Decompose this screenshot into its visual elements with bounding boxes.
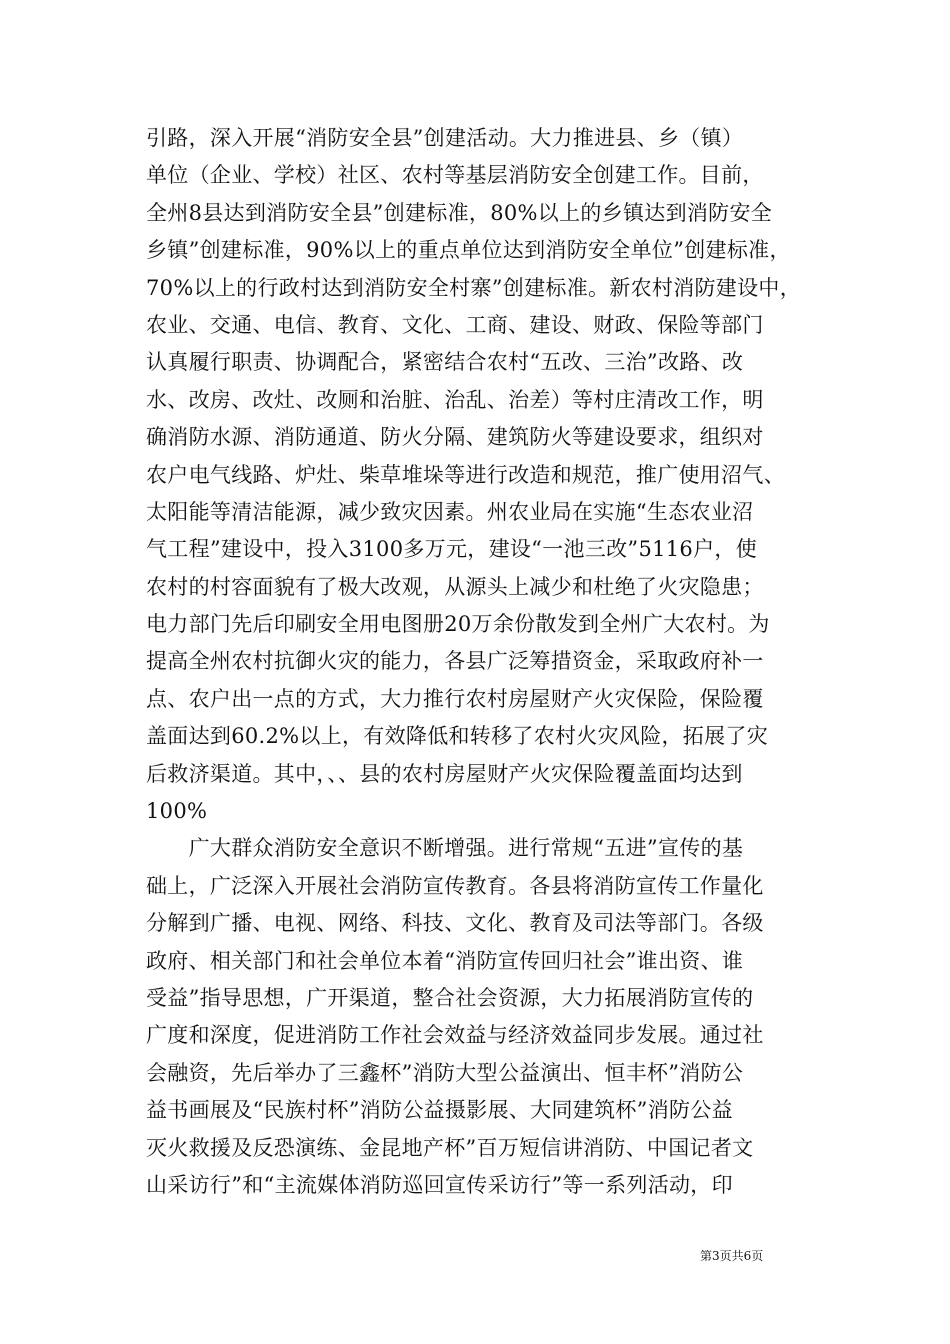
- text-line: 农业、交通、电信、教育、文化、工商、建设、财政、保险等部门: [146, 312, 764, 337]
- text-line: 灭火救援及反恐演练、金昆地产杯”百万短信讲消防、中国记者文: [146, 1135, 754, 1160]
- text-line: 山采访行”和“主流媒体消防巡回宣传采访行”等一系列活动，印: [146, 1172, 733, 1197]
- paragraph: [146, 830, 816, 1204]
- text-line: 农户电气线路、炉灶、柴草堆垛等进行改造和规范，推广使用沼气、: [146, 462, 785, 487]
- text-line: 政府、相关部门和社会单位本着“消防宣传回归社会”谁出资、谁: [146, 948, 744, 973]
- text-line: 气工程”建设中，投入3100多万元，建设“一池三改”5116户，使: [146, 537, 757, 562]
- text-line: 点、农户出一点的方式，大力推行农村房屋财产火灾保险，保险覆: [146, 686, 764, 711]
- text-line: 水、改房、改灶、改厕和治脏、治乱、治差）等村庄清改工作，明: [146, 387, 764, 412]
- text-line: 全州8县达到消防安全县”创建标准，80%以上的乡镇达到消防安全: [146, 200, 773, 225]
- text-line: 农村的村容面貌有了极大改观，从源头上减少和杜绝了火灾隐患；: [146, 574, 764, 599]
- text-line: 广度和深度，促进消防工作社会效益与经济效益同步发展。通过社: [146, 1023, 764, 1048]
- page-number-footer: 第3页共6页: [700, 1249, 764, 1263]
- text-line: 单位（企业、学校）社区、农村等基层消防安全创建工作。目前，: [146, 163, 764, 188]
- text-line: 提高全州农村抗御火灾的能力，各县广泛筹措资金，采取政府补一: [146, 649, 764, 674]
- text-line: 电力部门先后印刷安全用电图册20万余份散发到全州广大农村。为: [146, 612, 770, 637]
- text-line: 引路，深入开展“消防安全县”创建活动。大力推进县、乡（镇）: [146, 126, 744, 150]
- text-line: 盖面达到60.2%以上，有效降低和转移了农村火灾风险，拓展了灾: [146, 724, 769, 749]
- text-line: 分解到广播、电视、网络、科技、文化、教育及司法等部门。各级: [146, 911, 764, 936]
- text-line: 后救济渠道。其中，、、县的农村房屋财产火灾保险覆盖面均达到: [146, 761, 743, 786]
- text-line: 础上，广泛深入开展社会消防宣传教育。各县将消防宣传工作量化: [146, 873, 764, 898]
- text-line: 确消防水源、消防通道、防火分隔、建筑防火等建设要求，组织对: [146, 425, 764, 450]
- paragraph: [146, 120, 816, 830]
- body-text: [146, 120, 816, 1204]
- text-line: 乡镇”创建标准，90%以上的重点单位达到消防安全单位”创建标准，: [146, 238, 791, 263]
- text-line: 认真履行职责、协调配合，紧密结合农村“五改、三治”改路、改: [146, 350, 744, 375]
- text-line: 会融资，先后举办了三鑫杯”消防大型公益演出、恒丰杯”消防公: [146, 1060, 744, 1085]
- text-line: 70%以上的行政村达到消防安全村寨”创建标准。新农村消防建设中，: [146, 275, 802, 300]
- text-line: 受益”指导思想，广开渠道，整合社会资源，大力拓展消防宣传的: [146, 985, 754, 1010]
- text-line: 太阳能等清洁能源，减少致灾因素。州农业局在实施“生态农业沼: [146, 499, 754, 524]
- text-line: 100%: [146, 799, 208, 824]
- text-line: 广大群众消防安全意识不断增强。进行常规“五进”宣传的基: [146, 836, 744, 861]
- text-line: 益书画展及“民族村杯”消防公益摄影展、大同建筑杯”消防公益: [146, 1098, 733, 1123]
